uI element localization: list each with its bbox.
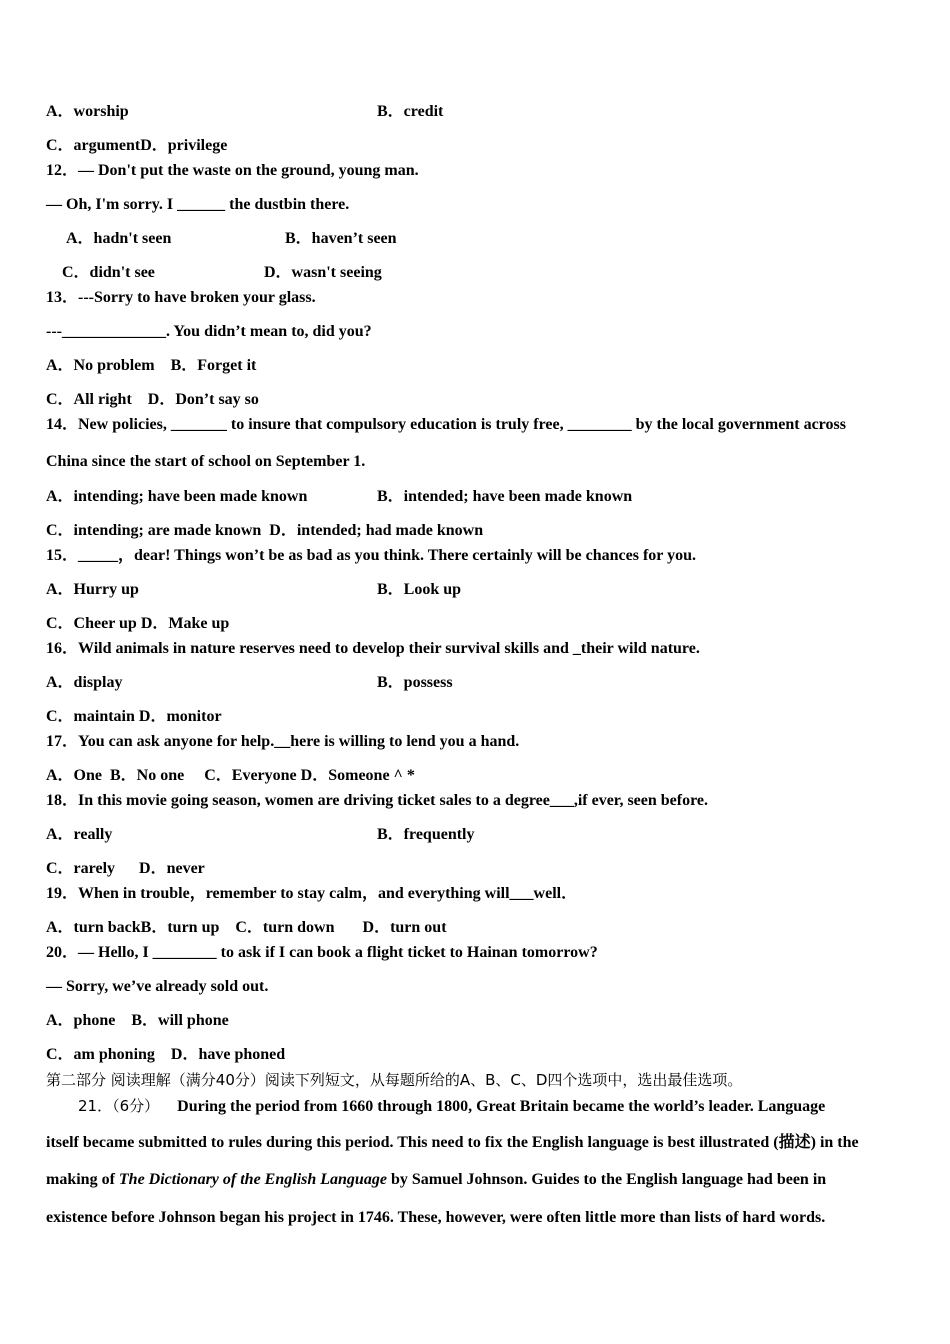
- q11-option-cd: C．argumentD．privilege: [46, 137, 228, 154]
- q14-stem-line2: China since the start of school on September 1.: [46, 453, 366, 470]
- q19-stem: 19．When in trouble，remember to stay calm，and everything will___well．: [46, 885, 578, 902]
- q18-option-cd: C．rarely D．never: [46, 860, 205, 877]
- q12-stem: 12．— Don't put the waste on the ground, young man.: [46, 162, 419, 179]
- passage-line-3: [46, 1170, 826, 1190]
- q15-option-b: B．Look up: [377, 581, 462, 598]
- q15-option-cd: C．Cheer up D．Make up: [46, 615, 230, 632]
- q18-stem: 18．In this movie going season, women are driving ticket sales to a degree___,if ever, seen before.: [46, 792, 709, 809]
- q12-option-d: D．wasn't seeing: [264, 264, 382, 281]
- passage-line-2: itself became submitted to rules during this period. This need to fix the English language is best illustrated (描述) in the: [46, 1134, 859, 1151]
- q18-option-a: A．really: [46, 826, 113, 843]
- q12-option-b: B．haven’t seen: [285, 230, 397, 247]
- section-heading: 第二部分 阅读理解（满分40分）阅读下列短文，从每题所给的A、B、C、D四个选项中，选出最佳选项。: [46, 1071, 743, 1089]
- q11-option-a: A．worship: [46, 103, 129, 120]
- q13-option-ab: A．No problem B．Forget it: [46, 357, 257, 374]
- q20-option-ab: A．phone B．will phone: [46, 1012, 229, 1029]
- q17-options: A．One B．No one C．Everyone D．Someone ^ *: [46, 767, 415, 784]
- q20-option-cd: C．am phoning D．have phoned: [46, 1046, 286, 1063]
- q15-stem: 15．_____，dear! Things won’t be as bad as you think. There certainly will be chances for you.: [46, 547, 696, 564]
- passage-text-1: During the period from 1660 through 1800, Great Britain became the world’s leader. Language: [177, 1098, 826, 1115]
- passage-line-1: [78, 1096, 825, 1117]
- q16-option-a: A．display: [46, 674, 123, 691]
- q20-reply: — Sorry, we’ve already sold out.: [46, 978, 269, 995]
- q20-stem: 20．— Hello, I ________ to ask if I can book a flight ticket to Hainan tomorrow?: [46, 944, 598, 961]
- q16-stem: 16．Wild animals in nature reserves need to develop their survival skills and _their wild nature.: [46, 640, 700, 657]
- passage-line-4: existence before Johnson began his project in 1746. These, however, were often little more than lists of hard words.: [46, 1209, 826, 1226]
- q13-option-cd: C．All right D．Don’t say so: [46, 391, 259, 408]
- q18-option-b: B．frequently: [377, 826, 475, 843]
- q13-reply: ---_____________. You didn’t mean to, did you?: [46, 323, 372, 340]
- q16-option-cd: C．maintain D．monitor: [46, 708, 222, 725]
- passage-text-3-post: by Samuel Johnson. Guides to the English language had been in: [390, 1171, 827, 1188]
- passage-text-3-pre: making of: [46, 1171, 115, 1188]
- q12-option-a: A．hadn't seen: [66, 230, 172, 247]
- q19-options: A．turn backB．turn up C．turn down D．turn out: [46, 919, 447, 936]
- q12-option-c: C．didn't see: [62, 264, 155, 281]
- q14-stem-line1: 14．New policies, _______ to insure that compulsory education is truly free, ________ by the local government across: [46, 416, 846, 433]
- q17-stem: 17．You can ask anyone for help.__here is willing to lend you a hand.: [46, 733, 520, 750]
- q12-reply: — Oh, I'm sorry. I ______ the dustbin there.: [46, 196, 350, 213]
- q13-stem: 13．---Sorry to have broken your glass.: [46, 289, 316, 306]
- q15-option-a: A．Hurry up: [46, 581, 139, 598]
- q14-option-a: A．intending; have been made known: [46, 488, 308, 505]
- q14-option-cd: C．intending; are made known D．intended; had made known: [46, 522, 484, 539]
- q11-option-b: B．credit: [377, 103, 444, 120]
- dictionary-title: The Dictionary of the English Language: [118, 1171, 387, 1188]
- q21-number: 21．（6分）: [78, 1097, 160, 1115]
- q14-option-b: B．intended; have been made known: [377, 488, 633, 505]
- q16-option-b: B．possess: [377, 674, 453, 691]
